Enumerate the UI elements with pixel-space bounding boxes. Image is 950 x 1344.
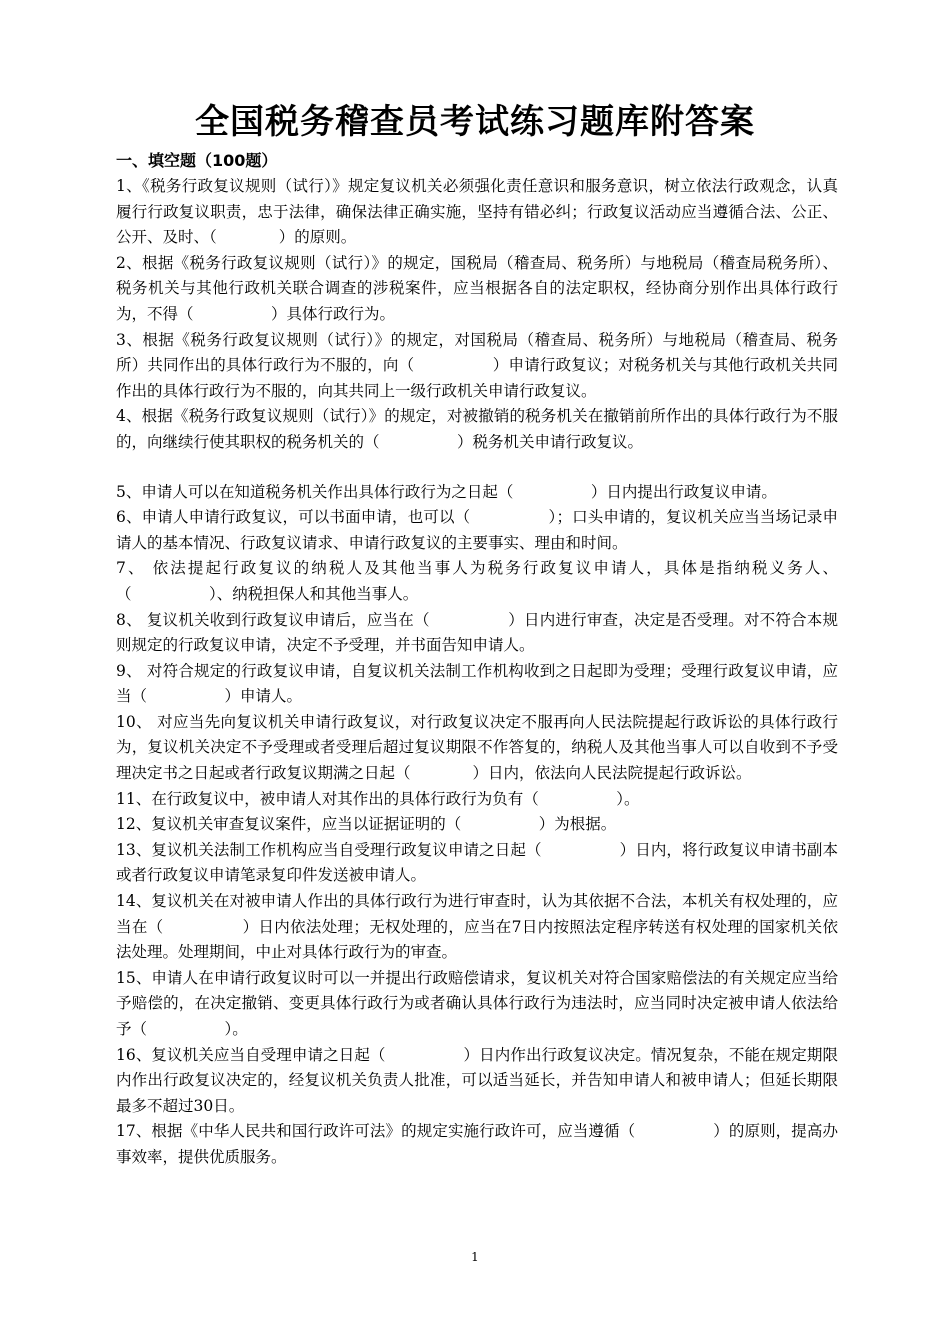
- question-list: [116, 174, 838, 1171]
- question-item: 4、根据《税务行政复议规则（试行）》的规定，对被撤销的税务机关在撤销前所作出的具体行政行为不服的，向继续行使其职权的税务机关的（ ）税务机关申请行政复议。: [116, 407, 838, 451]
- question-item: 15、申请人在申请行政复议时可以一并提出行政赔偿请求，复议机关对符合国家赔偿法的有关规定应当给予赔偿的，在决定撤销、变更具体行政行为或者确认具体行政行为违法时，应当同时决定被申请人依法给予（ ）。: [116, 968, 838, 1038]
- question-item: 14、复议机关在对被申请人作出的具体行政行为进行审查时，认为其依据不合法，本机关有权处理的，应当在（ ）日内依法处理；无权处理的，应当在7日内按照法定程序转送有权处理的国家机关依法处理。处理期间，中止对具体行政行为的审查。: [116, 892, 838, 962]
- page-number: 1: [471, 1250, 479, 1264]
- question-item: 16、复议机关应当自受理申请之日起（ ）日内作出行政复议决定。情况复杂，不能在规定期限内作出行政复议决定的，经复议机关负责人批准，可以适当延长，并告知申请人和被申请人；但延长期限最多不超过30日。: [116, 1045, 838, 1115]
- question-item: 3、根据《税务行政复议规则（试行）》的规定，对国税局（稽查局、税务所）与地税局（稽查局、税务所）共同作出的具体行政行为不服的，向（ ）申请行政复议；对税务机关与其他行政机关共同作出的具体行政行为不服的，向其共同上一级行政机关申请行政复议。: [116, 330, 838, 400]
- question-item: 5、申请人可以在知道税务机关作出具体行政行为之日起（ ）日内提出行政复议申请。: [116, 482, 777, 501]
- question-item: 7、 依法提起行政复议的纳税人及其他当事人为税务行政复议申请人，具体是指纳税义务人、（ ）、纳税担保人和其他当事人。: [116, 559, 838, 603]
- question-item: 9、 对符合规定的行政复议申请，自复议机关法制工作机构收到之日起即为受理；受理行政复议申请，应当（ ）申请人。: [116, 661, 838, 706]
- question-item: 6、申请人申请行政复议，可以书面申请，也可以（ ）；口头申请的，复议机关应当当场记录申请人的基本情况、行政复议请求、申请行政复议的主要事实、理由和时间。: [116, 508, 838, 552]
- question-item: 17、根据《中华人民共和国行政许可法》的规定实施行政许可，应当遵循（ ）的原则，提高办事效率，提供优质服务。: [116, 1122, 838, 1166]
- section-heading: 一、填空题（100题）: [116, 151, 278, 170]
- question-item: 2、根据《税务行政复议规则（试行）》的规定，国税局（稽查局、税务所）与地税局（稽查局税务所）、税务机关与其他行政机关联合调查的涉税案件，应当根据各自的法定职权，经协商分别作出具体行政行为，不得（ ）具体行政行为。: [116, 253, 838, 323]
- question-item: 8、 复议机关收到行政复议申请后，应当在（ ）日内进行审查，决定是否受理。对不符合本规则规定的行政复议申请，决定不予受理，并书面告知申请人。: [116, 610, 838, 655]
- question-item: 13、复议机关法制工作机构应当自受理行政复议申请之日起（ ）日内，将行政复议申请书副本或者行政复议申请笔录复印件发送被申请人。: [116, 840, 838, 885]
- document-title: 全国税务稽查员考试练习题库附答案: [195, 102, 755, 142]
- question-item: 12、复议机关审查复议案件，应当以证据证明的（ ）为根据。: [116, 815, 617, 834]
- question-item: 10、 对应当先向复议机关申请行政复议，对行政复议决定不服再向人民法院提起行政诉讼的具体行政行为，复议机关决定不予受理或者受理后超过复议期限不作答复的，纳税人及其他当事人可以自收到不予受理决定书之日起或者行政复议期满之日起（ ）日内，依法向人民法院提起行政诉讼。: [116, 712, 838, 783]
- question-item: 1、《税务行政复议规则（试行）》规定复议机关必须强化责任意识和服务意识，树立依法行政观念，认真履行行政复议职责，忠于法律，确保法律正确实施，坚持有错必纠；行政复议活动应当遵循合法、公正、公开、及时、（ ）的原则。: [116, 177, 838, 247]
- question-item: 11、在行政复议中，被申请人对其作出的具体行政行为负有（ ）。: [116, 789, 640, 808]
